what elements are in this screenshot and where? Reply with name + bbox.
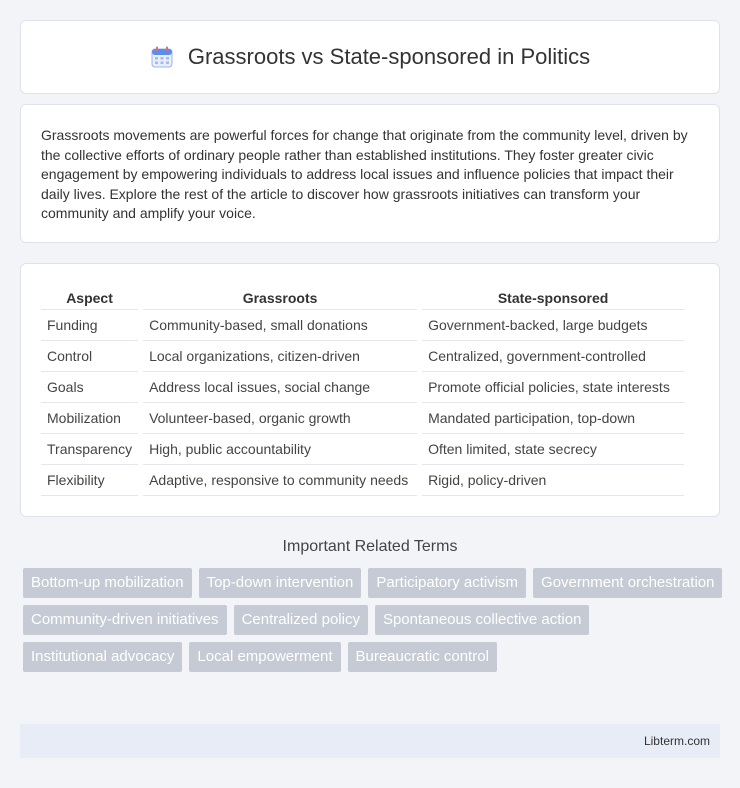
table-row (41, 434, 684, 465)
cell-grassroots: High, public accountability (143, 434, 417, 465)
term-tag[interactable]: Institutional advocacy (23, 642, 182, 672)
header-aspect: Aspect (41, 284, 138, 310)
comparison-table (36, 284, 689, 496)
cell-aspect: Funding (41, 310, 138, 341)
cell-grassroots: Adaptive, responsive to community needs (143, 465, 417, 496)
intro-text: Grassroots movements are powerful forces for change that originate from the community level, driven by the collective efforts of ordinary people rather than established institutions. They foster greater civic engagement by empowering individuals to address local issues and influence policies that impact their daily lives. Explore the rest of the article to discover how grassroots initiatives can transform your community and amplify your voice. (41, 127, 688, 221)
table-row (41, 403, 684, 434)
cell-state-sponsored: Often limited, state secrecy (422, 434, 684, 465)
term-tag[interactable]: Top-down intervention (199, 568, 362, 598)
cell-state-sponsored: Promote official policies, state interests (422, 372, 684, 403)
header-card (20, 20, 720, 94)
term-tag[interactable]: Spontaneous collective action (375, 605, 589, 635)
related-terms-title: Important Related Terms (282, 538, 458, 555)
term-tag[interactable]: Bureaucratic control (348, 642, 497, 672)
header-grassroots: Grassroots (143, 284, 417, 310)
comparison-card (20, 263, 720, 517)
footer (20, 724, 720, 758)
cell-grassroots: Volunteer-based, organic growth (143, 403, 417, 434)
footer-site-link[interactable]: Libterm.com (643, 734, 710, 748)
table-row (41, 372, 684, 403)
cell-state-sponsored: Centralized, government-controlled (422, 341, 684, 372)
related-terms-list (23, 568, 723, 672)
cell-grassroots: Community-based, small donations (143, 310, 417, 341)
page-title: Grassroots vs State-sponsored in Politics (187, 44, 591, 69)
term-tag[interactable]: Centralized policy (234, 605, 368, 635)
intro-card (20, 104, 720, 243)
table-header-row (41, 284, 684, 310)
cell-state-sponsored: Mandated participation, top-down (422, 403, 684, 434)
table-row (41, 310, 684, 341)
calendar-icon (150, 45, 174, 69)
cell-aspect: Goals (41, 372, 138, 403)
term-tag[interactable]: Bottom-up mobilization (23, 568, 192, 598)
header-state-sponsored: State-sponsored (422, 284, 684, 310)
table-row (41, 465, 684, 496)
term-tag[interactable]: Local empowerment (189, 642, 340, 672)
table-row (41, 341, 684, 372)
cell-grassroots: Address local issues, social change (143, 372, 417, 403)
term-tag[interactable]: Community-driven initiatives (23, 605, 227, 635)
term-tag[interactable]: Participatory activism (368, 568, 526, 598)
term-tag[interactable]: Government orchestration (533, 568, 722, 598)
cell-aspect: Control (41, 341, 138, 372)
cell-grassroots: Local organizations, citizen-driven (143, 341, 417, 372)
cell-state-sponsored: Rigid, policy-driven (422, 465, 684, 496)
cell-aspect: Flexibility (41, 465, 138, 496)
cell-aspect: Transparency (41, 434, 138, 465)
cell-aspect: Mobilization (41, 403, 138, 434)
cell-state-sponsored: Government-backed, large budgets (422, 310, 684, 341)
